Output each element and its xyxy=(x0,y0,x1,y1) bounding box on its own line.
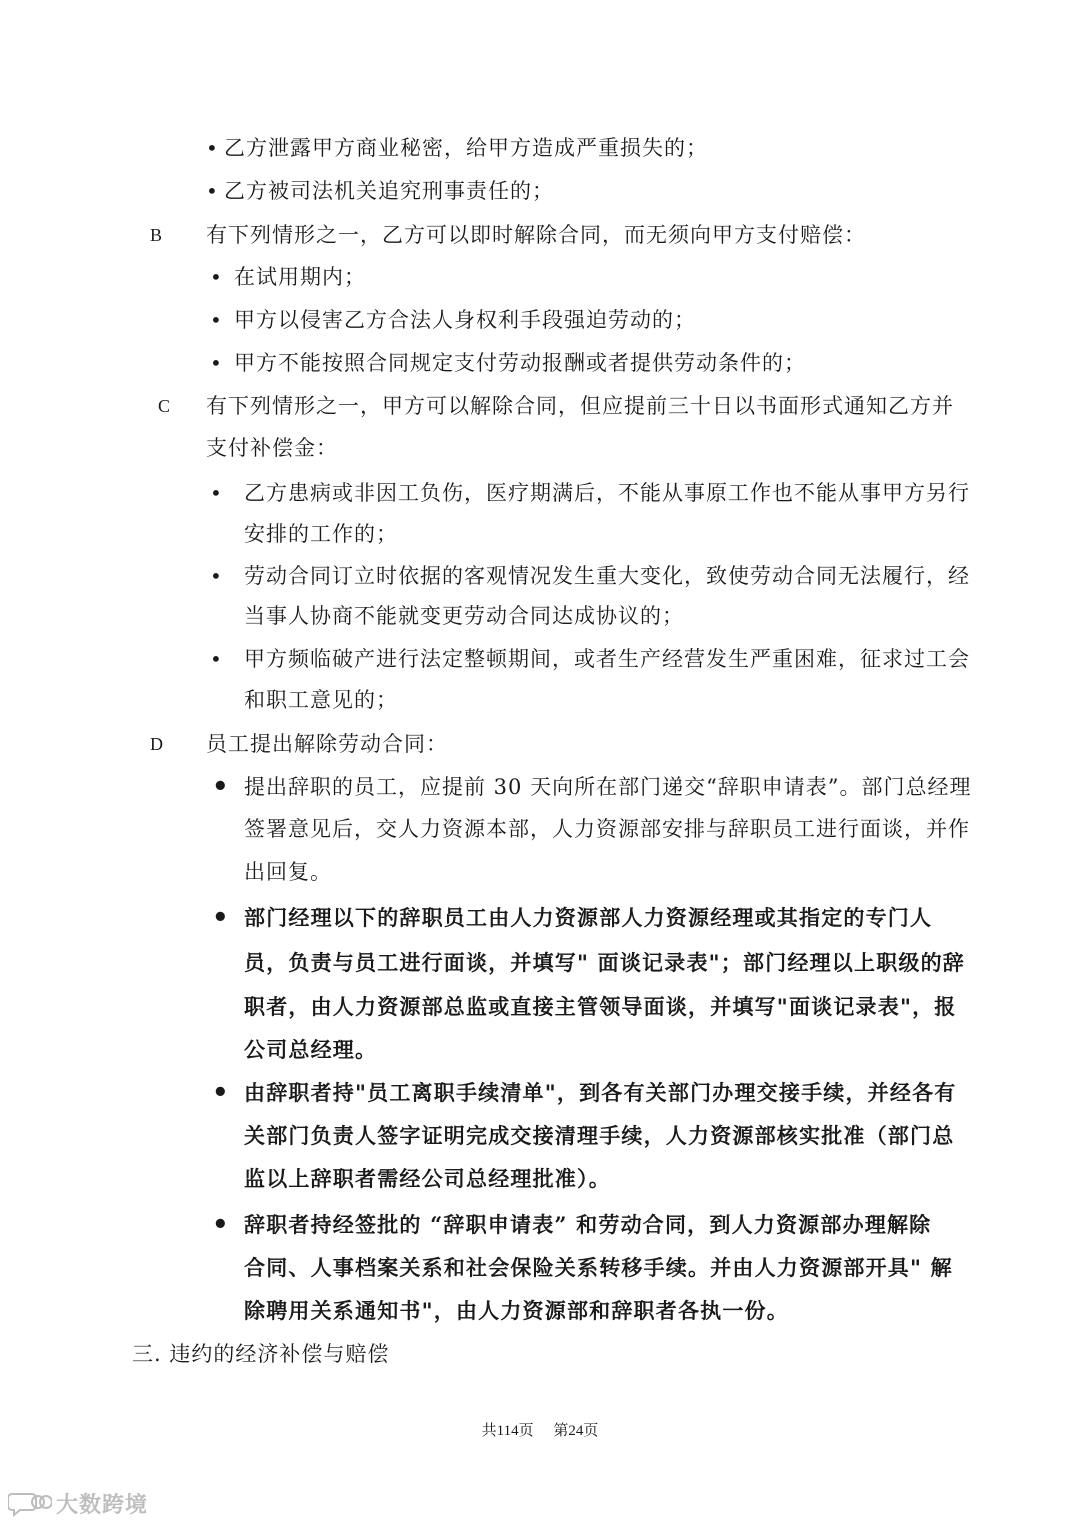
section-c-intro-line-2: 支付补偿金： xyxy=(206,436,338,460)
a-item-2: 乙方被司法机关追究刑事责任的； xyxy=(224,179,554,203)
section-d-marker: D xyxy=(150,734,163,754)
bullet-dot: • xyxy=(210,308,222,332)
bullet-dot: • xyxy=(210,265,222,289)
c-item-1-line-2: 安排的工作的； xyxy=(244,522,398,546)
b-item-2: 甲方以侵害乙方合法人身权利手段强迫劳动的； xyxy=(234,308,696,332)
c-item-2-line-2: 当事人协商不能就变更劳动合同达成协议的； xyxy=(244,604,684,628)
d-item-2-line-2: 员，负责与员工进行面谈，并填写" 面谈记录表"；部门经理以上职级的辞 xyxy=(244,950,965,975)
watermark xyxy=(8,1488,148,1519)
bullet-dot: • xyxy=(206,136,218,160)
d-item-2-line-4: 公司总经理。 xyxy=(244,1037,378,1062)
footer-current-page: 第24页 xyxy=(553,1423,599,1439)
section-b-marker: B xyxy=(150,225,163,245)
c-item-1-line-1: 乙方患病或非因工负伤，医疗期满后，不能从事原工作也不能从事甲方另行 xyxy=(244,481,970,505)
d-item-4-line-2: 合同、人事档案关系和社会保险关系转移手续。并由人力资源部开具" 解 xyxy=(244,1255,953,1280)
c-item-2-line-1: 劳动合同订立时依据的客观情况发生重大变化，致使劳动合同无法履行，经 xyxy=(244,564,970,588)
section-d-intro: 员工提出解除劳动合同： xyxy=(206,732,448,756)
bullet-dot: • xyxy=(212,903,229,933)
d-item-3-line-3: 监以上辞职者需经公司总经理批准）。 xyxy=(244,1166,611,1191)
bullet-dot: • xyxy=(212,1078,229,1108)
section-b-intro: 有下列情形之一，乙方可以即时解除合同，而无须向甲方支付赔偿： xyxy=(206,223,866,247)
d-item-1-line-3: 出回复。 xyxy=(244,860,332,884)
c-item-3-line-1: 甲方频临破产进行法定整顿期间，或者生产经营发生严重困难，征求过工会 xyxy=(244,647,970,671)
d-item-1-line-1: 提出辞职的员工，应提前 30 天向所在部门递交“辞职申请表”。部门总经理 xyxy=(244,775,972,799)
bullet-dot: • xyxy=(212,772,229,802)
section-three-heading: 三. 违约的经济补偿与赔偿 xyxy=(132,1342,390,1366)
section-c-marker: C xyxy=(158,396,171,416)
footer-total-pages: 共114页 xyxy=(481,1423,534,1439)
bullet-dot: • xyxy=(210,564,222,588)
d-item-3-line-1: 由辞职者持"员工离职手续清单"，到各有关部门办理交接手续，并经各有 xyxy=(244,1080,957,1105)
bullet-dot: • xyxy=(210,647,222,671)
b-item-3: 甲方不能按照合同规定支付劳动报酬或者提供劳动条件的； xyxy=(234,351,806,375)
page-footer xyxy=(0,1420,1080,1442)
d-item-1-line-2: 签署意见后，交人力资源本部，人力资源部安排与辞职员工进行面谈，并作 xyxy=(244,817,970,841)
c-item-3-line-2: 和职工意见的； xyxy=(244,688,398,712)
d-item-4-line-1: 辞职者持经签批的 “辞职申请表” 和劳动合同，到人力资源部办理解除 xyxy=(244,1212,932,1237)
d-item-2-line-1: 部门经理以下的辞职员工由人力资源部人力资源经理或其指定的专门人 xyxy=(244,905,933,930)
d-item-3-line-2: 关部门负责人签字证明完成交接清理手续，人力资源部核实批准（部门总 xyxy=(244,1123,955,1148)
chat-bubble-icon xyxy=(8,1490,52,1518)
d-item-2-line-3: 职者，由人力资源部总监或直接主管领导面谈，并填写"面谈记录表"，报 xyxy=(244,994,957,1019)
bullet-dot: • xyxy=(210,481,222,505)
a-item-1: 乙方泄露甲方商业秘密，给甲方造成严重损失的； xyxy=(224,136,708,160)
bullet-dot: • xyxy=(206,179,218,203)
b-item-1: 在试用期内； xyxy=(234,265,366,289)
bullet-dot: • xyxy=(212,1210,229,1240)
watermark-text: 大数跨境 xyxy=(56,1493,149,1518)
d-item-4-line-3: 除聘用关系通知书"，由人力资源部和辞职者各执一份。 xyxy=(244,1298,789,1323)
section-c-intro-line-1: 有下列情形之一，甲方可以解除合同，但应提前三十日以书面形式通知乙方并 xyxy=(206,394,954,418)
bullet-dot: • xyxy=(210,351,222,375)
